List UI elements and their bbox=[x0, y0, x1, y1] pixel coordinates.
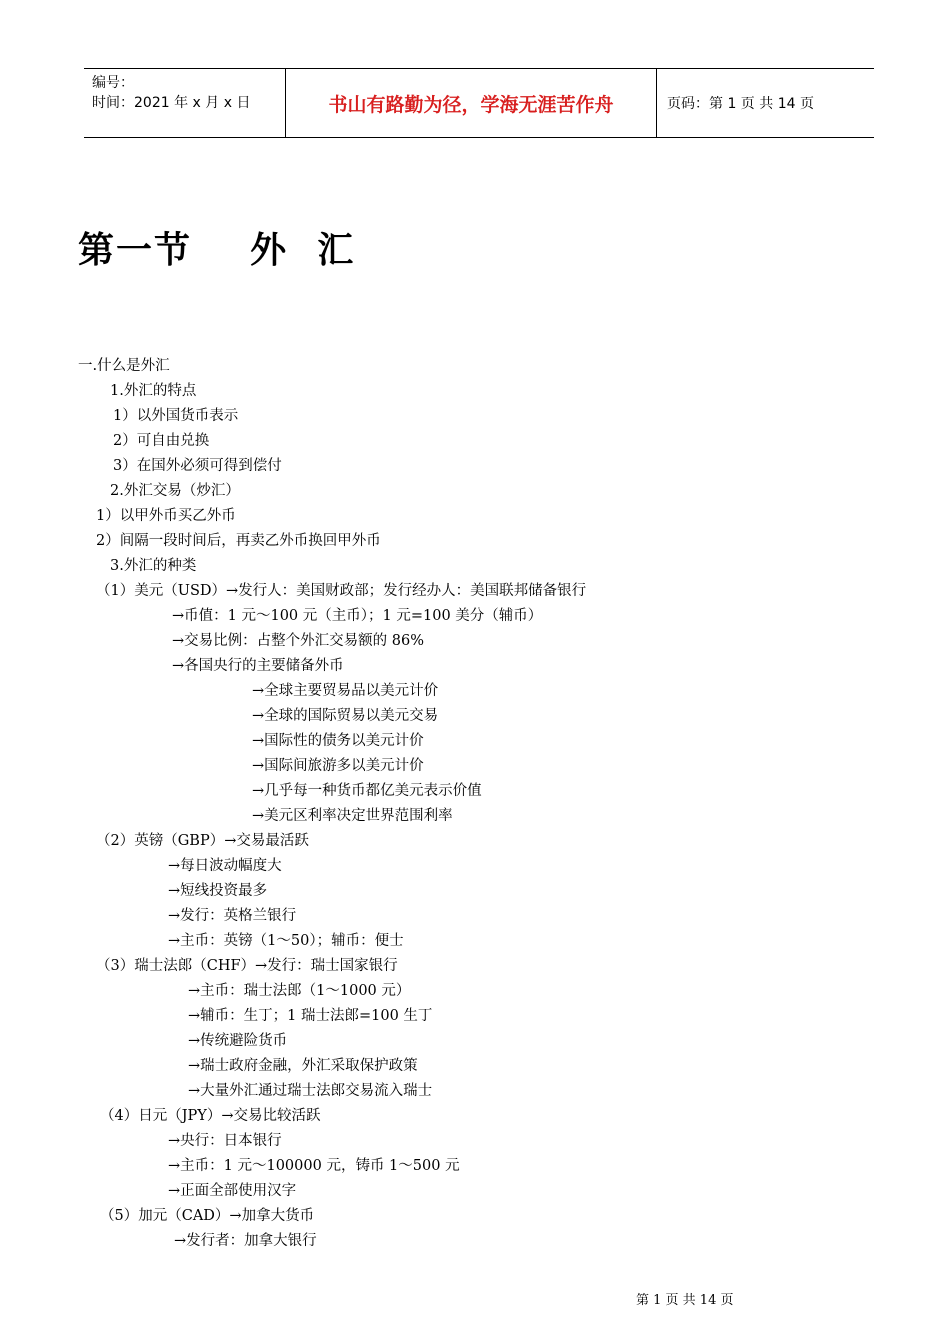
subheading-features: 1.外汇的特点 bbox=[110, 383, 197, 399]
header-meta bbox=[92, 69, 284, 137]
subheading-types: 3.外汇的种类 bbox=[110, 558, 197, 574]
list-item: →发行者：加拿大银行 bbox=[174, 1233, 317, 1249]
list-item: →主币：1 元～100000 元，铸币 1～500 元 bbox=[168, 1158, 460, 1174]
list-item: 2）间隔一段时间后，再卖乙外币换回甲外币 bbox=[96, 533, 381, 549]
list-item: →每日波动幅度大 bbox=[168, 858, 282, 874]
header-page-info: 页码：第 1 页 共 14 页 bbox=[667, 96, 814, 112]
list-item: →全球主要贸易品以美元计价 bbox=[252, 683, 439, 699]
currency-cad: （5）加元（CAD）→加拿大货币 bbox=[100, 1208, 315, 1224]
currency-gbp: （2）英镑（GBP）→交易最活跃 bbox=[96, 833, 309, 849]
list-item: 1）以甲外币买乙外币 bbox=[96, 508, 236, 524]
list-item: →正面全部使用汉字 bbox=[168, 1183, 297, 1199]
section-title: 第一节 外 汇 bbox=[78, 230, 356, 271]
page-footer: 第 1 页 共 14 页 bbox=[636, 1293, 734, 1308]
currency-jpy: （4）日元（JPY）→交易比较活跃 bbox=[100, 1108, 321, 1124]
list-item: →美元区利率决定世界范围利率 bbox=[252, 808, 453, 824]
list-item: →发行：英格兰银行 bbox=[168, 908, 297, 924]
list-item: →大量外汇通过瑞士法郎交易流入瑞士 bbox=[188, 1083, 433, 1099]
list-item: →央行：日本银行 bbox=[168, 1133, 282, 1149]
code-label: 编号： bbox=[92, 75, 134, 91]
currency-usd: （1）美元（USD）→发行人：美国财政部；发行经办人：美国联邦储备银行 bbox=[96, 583, 587, 599]
list-item: →全球的国际贸易以美元交易 bbox=[252, 708, 439, 724]
header-motto: 书山有路勤为径，学海无涯苦作舟 bbox=[285, 69, 657, 137]
list-item: →国际性的债务以美元计价 bbox=[252, 733, 424, 749]
list-item: →币值：1 元～100 元（主币）；1 元=100 美分（辅币） bbox=[172, 608, 543, 624]
list-item: →主币：英镑（1～50）；辅币：便士 bbox=[168, 933, 404, 949]
list-item: 3）在国外必须可得到偿付 bbox=[113, 458, 282, 474]
currency-chf: （3）瑞士法郎（CHF）→发行：瑞士国家银行 bbox=[96, 958, 398, 974]
list-item: →主币：瑞士法郎（1～1000 元） bbox=[188, 983, 411, 999]
list-item: →国际间旅游多以美元计价 bbox=[252, 758, 424, 774]
list-item: →几乎每一种货币都亿美元表示价值 bbox=[252, 783, 482, 799]
list-item: 1）以外国货币表示 bbox=[113, 408, 239, 424]
heading-what-is-forex: 一.什么是外汇 bbox=[78, 358, 170, 374]
page-header bbox=[84, 68, 874, 138]
list-item: →传统避险货币 bbox=[188, 1033, 288, 1049]
list-item: →交易比例：占整个外汇交易额的 86% bbox=[172, 633, 424, 649]
list-item: →辅币：生丁；1 瑞士法郎=100 生丁 bbox=[188, 1008, 433, 1024]
time-label: 时间：2021 年 x 月 x 日 bbox=[92, 95, 251, 111]
list-item: →瑞士政府金融，外汇采取保护政策 bbox=[188, 1058, 418, 1074]
list-item: 2）可自由兑换 bbox=[113, 433, 210, 449]
list-item: →短线投资最多 bbox=[168, 883, 268, 899]
subheading-trading: 2.外汇交易（炒汇） bbox=[110, 483, 240, 499]
list-item: →各国央行的主要储备外币 bbox=[172, 658, 344, 674]
